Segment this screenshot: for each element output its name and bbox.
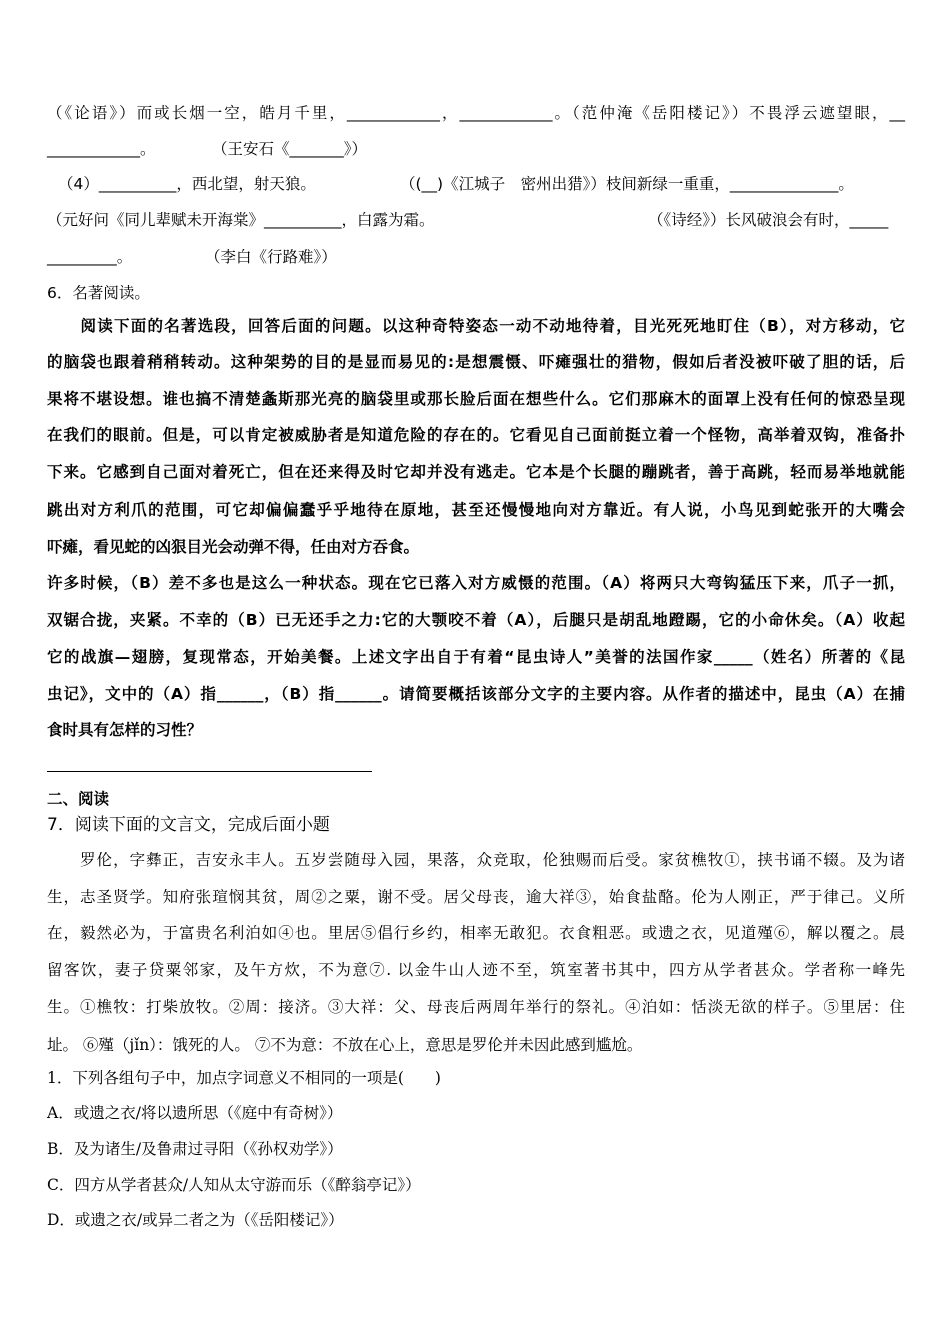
recitation-line-4b: （《诗经》）长风破浪会有时，_____ — [648, 211, 889, 229]
passage-line: 生。①樵牧：打柴放牧。②周：接济。③大祥：父、母丧后两周年举行的祭礼。④泊如：恬淡无欲的样子。⑤里居：住 — [47, 998, 905, 1016]
recitation-line-5a: _________。 — [47, 248, 133, 266]
q6-title: 6．名著阅读。 — [47, 284, 150, 302]
passage-line: 址。 ⑥殣（jǐn）：饿死的人。 ⑦不为意：不放在心上，意思是罗伦并未因此感到尴尬。 — [47, 1036, 643, 1054]
passage-line: 在，毅然必为，于富贵名利泊如④也。里居⑤倡行乡约，相率无敢犯。衣食粗恶。或遗之衣，见道殣⑥，解以覆之。晨 — [47, 924, 905, 942]
passage-line: 罗伦，字彝正，吉安永丰人。五岁尝随母入园，果落，众竞取，伦独赐而后受。家贫樵牧①，挟书诵不辍。及为诸 — [47, 851, 905, 869]
section-2-title: 二、阅读 — [47, 790, 110, 808]
option-item: B．及为诸生/及鲁肃过寻阳（《孙权劝学》） — [47, 1140, 343, 1158]
recitation-line-3a: （4）__________，西北望，射天狼。 — [58, 175, 316, 193]
recitation-line-2b: （王安石《_______》） — [212, 140, 368, 158]
passage-line: 跳出对方利爪的范围，可它却偏偏蠢乎乎地待在原地，甚至还慢慢地向对方靠近。有人说，小鸟见到蛇张开的大嘴会 — [47, 501, 905, 519]
q7-sub1: 1．下列各组句子中，加点字词意义不相同的一项是( ) — [47, 1069, 441, 1087]
option-item: C．四方从学者甚众/人知从太守游而乐（《醉翁亭记》） — [47, 1176, 421, 1194]
passage-line: 许多时候，（B）差不多也是这么一种状态。现在它已落入对方威慑的范围。（A）将两只大弯钩猛压下来，爪子一抓， — [47, 574, 905, 592]
passage-line: 果将不堪设想。谁也搞不清楚螽斯那光亮的脑袋里或那长脸后面在想些什么。它们那麻木的面罩上没有任何的惊恐呈现 — [47, 390, 905, 408]
passage-line: 虫记》，文中的（A）指______，（B）指______。请简要概括该部分文字的主要内容。从作者的描述中，昆虫（A）在捕 — [47, 685, 905, 703]
recitation-line-2a: ____________。 — [47, 140, 156, 158]
recitation-line-1: （《论语》）而或长烟一空，皓月千里，____________，____________。（范仲淹《岳阳楼记》）不畏浮云遮望眼，__ — [47, 104, 905, 122]
passage-line: 生，志圣贤学。知府张瑄悯其贫，周②之粟，谢不受。居父母丧，逾大祥③，始食盐酪。伦为人刚正，严于律己。义所 — [47, 888, 905, 906]
option-item: D．或遗之衣/或异二者之为（《岳阳楼记》） — [47, 1211, 344, 1229]
recitation-line-4a: （元好问《同儿辈赋未开海棠》__________，白露为霜。 — [47, 211, 435, 229]
passage-line: 吓瘫，看见蛇的凶狠目光会动弹不得，任由对方吞食。 — [47, 538, 420, 556]
q7-title: 7．阅读下面的文言文，完成后面小题 — [47, 815, 330, 835]
recitation-line-3b: （(__)《江城子 密州出猎》）枝间新绿一重重，______________。 — [400, 175, 854, 193]
option-item: A．或遗之衣/将以遗所思（《庭中有奇树》） — [47, 1104, 343, 1122]
passage-line: 在我们的眼前。但是，可以肯定被威胁者是知道危险的存在的。它看见自己面前挺立着一个怪物，高举着双钩，准备扑 — [47, 426, 905, 444]
passage-line: 双锯合拢，夹紧。不幸的（B）已无还手之力:它的大颚咬不着（A），后腿只是胡乱地蹬踢，它的小命休矣。（A）收起 — [47, 611, 905, 629]
passage-line: 留客饮，妻子贷粟邻家，及午方炊，不为意⑦. 以金牛山人迹不至，筑室著书其中，四方从学者甚众。学者称一峰先 — [47, 961, 905, 979]
passage-line: 它的战旗—翅膀，复现常态，开始美餐。上述文字出自于有着“昆虫诗人”美誉的法国作家_____（姓名）所著的《昆 — [47, 648, 905, 666]
passage-line: 下来。它感到自己面对着死亡，但在还来得及时它却并没有逃走。它本是个长腿的蹦跳者，善于高跳，轻而易举地就能 — [47, 463, 905, 481]
passage-line: 的脑袋也跟着稍稍转动。这种架势的目的是显而易见的:是想震慑、吓瘫强壮的猎物，假如后者没被吓破了胆的话，后 — [47, 353, 905, 371]
passage-line: 食时具有怎样的习性？ — [47, 721, 203, 739]
answer-line — [47, 771, 372, 772]
passage-line: 阅读下面的名著选段，回答后面的问题。以这种奇特姿态一动不动地待着，目光死死地盯住（B），对方移动，它 — [47, 317, 905, 335]
recitation-line-5b: （李白《行路难》） — [205, 248, 337, 266]
